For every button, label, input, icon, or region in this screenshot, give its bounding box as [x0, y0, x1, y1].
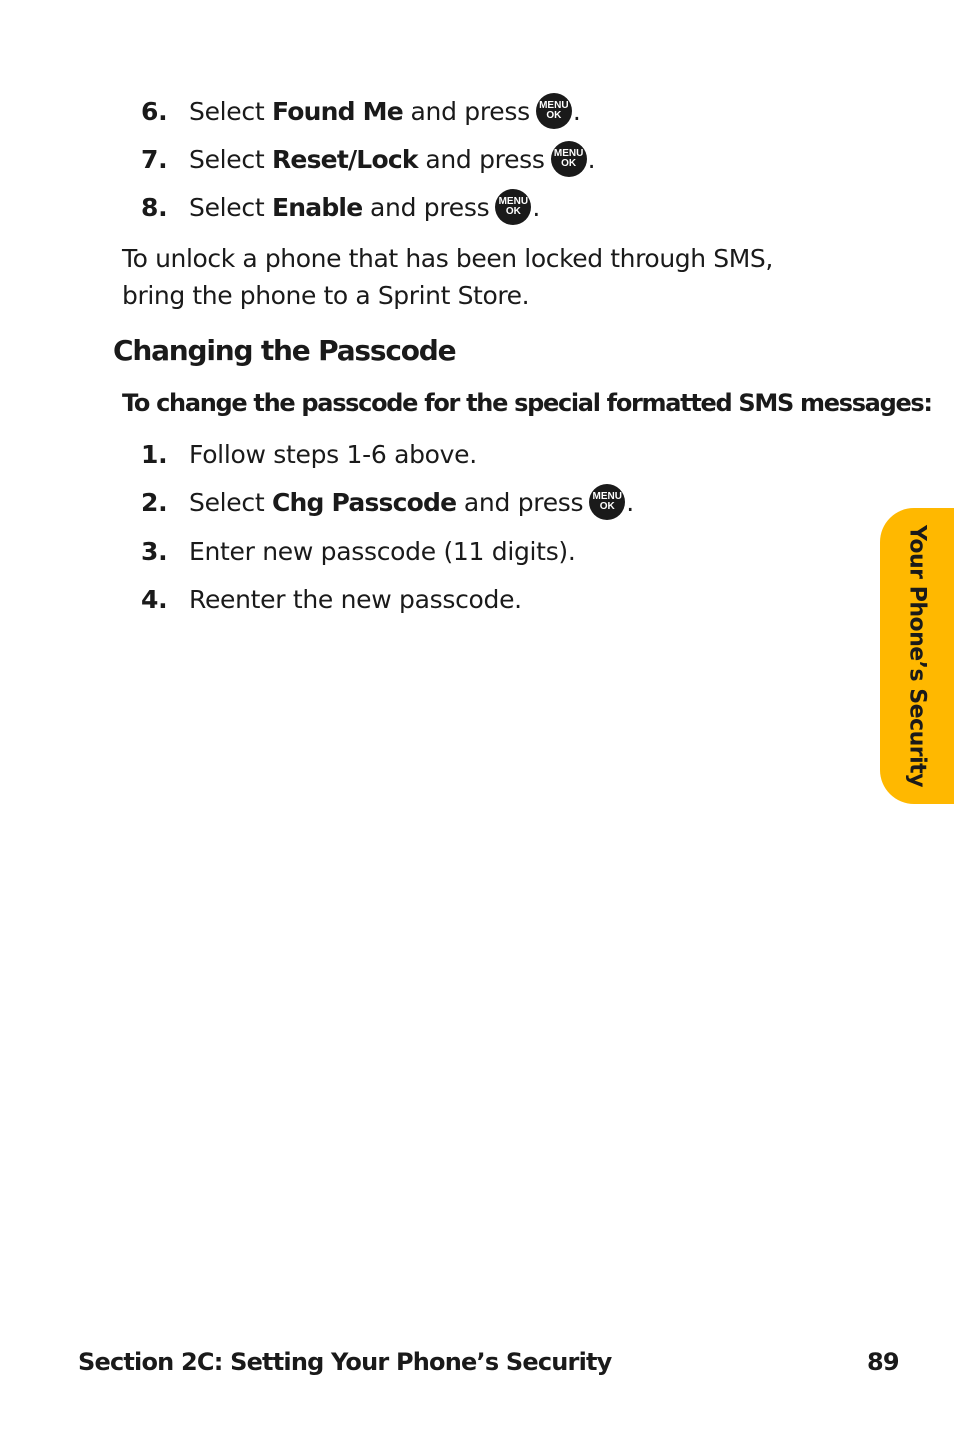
- step-text: and press: [456, 487, 584, 517]
- step-number: 3.: [141, 536, 168, 566]
- menu-ok-key-icon: MENU OK: [589, 484, 625, 520]
- menu-ok-key-icon: MENU OK: [536, 93, 572, 129]
- step-text: and press: [417, 144, 545, 174]
- step-number: 7.: [141, 144, 168, 174]
- step-end: .: [587, 144, 596, 174]
- unlock-note: To unlock a phone that has been locked through SMS, bring the phone to a Sprint Store.: [122, 244, 773, 310]
- page-number: 89: [867, 1348, 899, 1376]
- step-1: [141, 434, 477, 474]
- step-number: 4.: [141, 584, 168, 614]
- step-8: [141, 187, 540, 227]
- step-2: [141, 482, 634, 522]
- step-6: [141, 91, 580, 131]
- menu-option-chg-passcode: Chg Passcode: [271, 487, 457, 517]
- step-number: 2.: [141, 487, 168, 517]
- menu-option-enable: Enable: [271, 192, 363, 222]
- step-text: Select: [189, 96, 272, 126]
- menu-ok-key-icon: MENU OK: [551, 141, 587, 177]
- step-end: .: [626, 487, 634, 517]
- step-number: 6.: [141, 96, 168, 126]
- step-end: .: [532, 192, 540, 222]
- menu-option-found-me: Found Me: [271, 96, 403, 126]
- chapter-tab-label: Your Phone’s Security: [904, 524, 930, 788]
- procedure-lead: To change the passcode for the special formatted SMS messages:: [122, 389, 932, 417]
- chapter-side-tab: [880, 508, 954, 804]
- step-7: [141, 139, 595, 179]
- step-text: and press: [362, 192, 490, 222]
- step-4: [141, 579, 522, 619]
- step-text: Follow steps 1-6 above.: [189, 439, 477, 469]
- step-number: 8.: [141, 192, 168, 222]
- step-text: and press: [402, 96, 530, 126]
- menu-ok-key-icon: MENU OK: [495, 189, 531, 225]
- step-text: Enter new passcode (11 digits).: [189, 536, 576, 566]
- step-text: Select: [189, 144, 272, 174]
- section-heading: Changing the Passcode: [113, 334, 456, 367]
- footer-section-title: Section 2C: Setting Your Phone’s Security: [78, 1348, 612, 1376]
- menu-option-reset-lock: Reset/Lock: [271, 144, 418, 174]
- step-number: 1.: [141, 439, 168, 469]
- step-text: Select: [189, 487, 272, 517]
- step-text: Select: [189, 192, 272, 222]
- step-text: Reenter the new passcode.: [189, 584, 522, 614]
- step-end: .: [572, 96, 581, 126]
- step-3: [141, 531, 576, 571]
